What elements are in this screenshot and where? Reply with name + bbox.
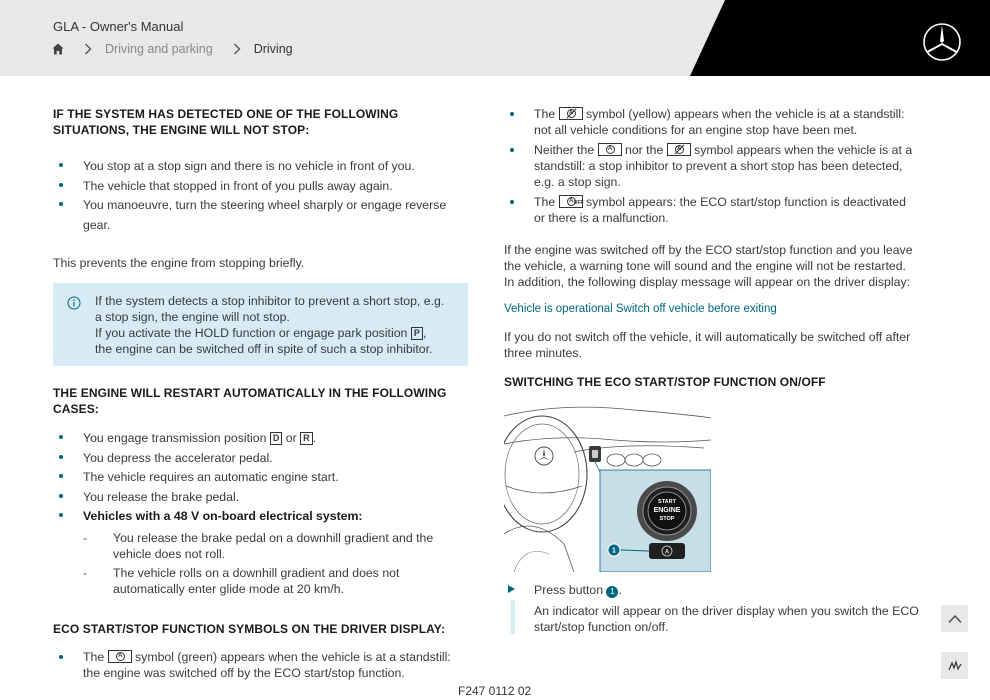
heading-engine-will-restart: THE ENGINE WILL RESTART AUTOMATICALLY IN THE FOLLOWING CASES: — [53, 386, 447, 416]
chevron-up-icon — [948, 614, 962, 624]
indicator-text: An indicator will appear on the driver display when you switch the ECO start/stop function on/off. — [534, 604, 919, 634]
list-text: You engage transmission position — [83, 431, 270, 445]
scroll-to-top-button[interactable] — [941, 605, 968, 632]
list-text: Neither the — [534, 143, 598, 157]
eco-yellow-symbol-icon — [559, 107, 583, 120]
page-icon-button[interactable] — [941, 652, 968, 679]
list-no-stop — [53, 157, 468, 235]
list-symbols — [53, 649, 468, 681]
press-instruction — [504, 582, 919, 598]
page-icon — [947, 660, 963, 672]
list-text: symbol (green) appears when the vehicle is at a standstill: the engine was switched off by the ECO start/stop function. — [83, 649, 451, 680]
list-restart — [53, 429, 468, 527]
list-item: You stop at a stop sign and there is no vehicle in front of you. — [53, 157, 468, 177]
list-text: The — [534, 195, 559, 209]
info-icon — [67, 296, 81, 310]
list-item: You depress the accelerator pedal. — [53, 449, 468, 469]
sublist-item: - The vehicle rolls on a downhill gradient and does not automatically enter glide mode at 20 km/h. — [53, 565, 468, 597]
heading-switching-eco: SWITCHING THE ECO START/STOP FUNCTION ON/OFF — [504, 375, 826, 389]
breadcrumb — [52, 42, 293, 56]
info-box — [53, 283, 468, 366]
chevron-right-icon — [233, 43, 241, 55]
engine-off-paragraph: If the engine was switched off by the ECO start/stop function and you leave the vehicle, a warning tone will sound and the engine will not be restarted. In addition, the following display message will appear on the driver display: — [504, 243, 913, 289]
list-item: You manoeuvre, turn the steering wheel sharply or engage reverse gear. — [53, 196, 468, 235]
svg-text:A: A — [664, 549, 670, 556]
list-item: Vehicles with a 48 V on-board electrical system: — [53, 507, 468, 527]
list-text: . — [312, 431, 317, 445]
stop-label: STOP — [659, 516, 675, 522]
step-indicator-bar — [511, 600, 515, 634]
list-item: The vehicle that stopped in front of you pulls away again. — [53, 177, 468, 197]
info-text-1: If the system detects a stop inhibitor to prevent a short stop, e.g. a stop sign, the engine will not stop. — [95, 294, 445, 324]
list-text: The — [534, 107, 559, 121]
list-item: The vehicle requires an automatic engine start. — [53, 468, 468, 488]
list-text: nor the — [621, 143, 667, 157]
cockpit-illustration — [504, 404, 711, 572]
list-text: symbol appears when the vehicle is at a standstill: a stop inhibitor to prevent a short stop has been detected, e.g. a stop sign. — [534, 143, 913, 189]
cockpit-drawing — [504, 404, 711, 572]
list-text: or — [282, 431, 301, 445]
step-arrow-icon — [508, 585, 515, 593]
callout-1: 1 — [612, 547, 616, 555]
list-text: symbol (yellow) appears when the vehicle is at a standstill: not all vehicle conditions for an engine stop have been met. — [534, 107, 905, 137]
list-item — [504, 194, 919, 226]
eco-yellow-symbol-icon — [667, 143, 691, 156]
start-label: START — [658, 499, 676, 505]
prevents-text: This prevents the engine from stopping briefly. — [53, 256, 305, 270]
list-text: The — [83, 649, 108, 664]
list-text: symbol appears: the ECO start/stop function is deactivated or there is a malfunction. — [534, 195, 906, 225]
sublist-48v — [53, 530, 468, 597]
heading-engine-will-not-stop: IF THE SYSTEM HAS DETECTED ONE OF THE FOLLOWING SITUATIONS, THE ENGINE WILL NOT STOP: — [53, 107, 399, 137]
header — [0, 0, 990, 76]
press-step — [504, 582, 919, 635]
drive-position-key: D — [270, 432, 283, 445]
auto-switch-off-paragraph: If you do not switch off the vehicle, it will automatically be switched off after three minutes. — [504, 330, 911, 360]
list-item — [504, 142, 919, 190]
info-text-2a: If you activate the HOLD function or engage park position — [95, 326, 411, 340]
manual-title: GLA - Owner's Manual — [53, 19, 184, 34]
list-item — [53, 429, 468, 449]
breadcrumb-item-driving: Driving — [253, 42, 293, 56]
chevron-right-icon — [84, 43, 92, 55]
breadcrumb-item-driving-and-parking[interactable]: Driving and parking — [105, 42, 213, 56]
sublist-item: - You release the brake pedal on a downhill gradient and the vehicle does not roll. — [53, 530, 468, 562]
press-text-end: . — [618, 583, 622, 597]
home-icon[interactable] — [52, 43, 64, 55]
info-text-2b: , — [422, 326, 427, 340]
left-column — [53, 100, 468, 681]
info-text-3: the engine can be switched off in spite of such a stop inhibitor. — [95, 342, 433, 356]
figure-caption: F247 0112 02 — [458, 684, 532, 698]
mercedes-star-logo[interactable] — [922, 22, 962, 62]
engine-label: ENGINE — [653, 507, 681, 514]
reverse-position-key: R — [300, 432, 313, 445]
list-item: You release the brake pedal. — [53, 488, 468, 508]
press-text: Press button — [534, 583, 607, 597]
park-position-key: P — [411, 327, 423, 340]
list-item — [53, 649, 468, 681]
list-item — [504, 106, 919, 138]
info-text-2 — [95, 325, 454, 341]
button-number-badge: 1 — [606, 586, 618, 598]
eco-green-symbol-icon: A — [108, 650, 132, 663]
eco-green-symbol-icon: A — [598, 143, 622, 156]
right-column — [504, 100, 919, 635]
list-symbols-cont — [504, 106, 919, 226]
eco-off-symbol-icon: A OFF — [559, 195, 583, 208]
heading-symbols: ECO START/STOP FUNCTION SYMBOLS ON THE DRIVER DISPLAY: — [53, 621, 446, 636]
display-message: Vehicle is operational Switch off vehicle before exiting — [504, 303, 777, 315]
